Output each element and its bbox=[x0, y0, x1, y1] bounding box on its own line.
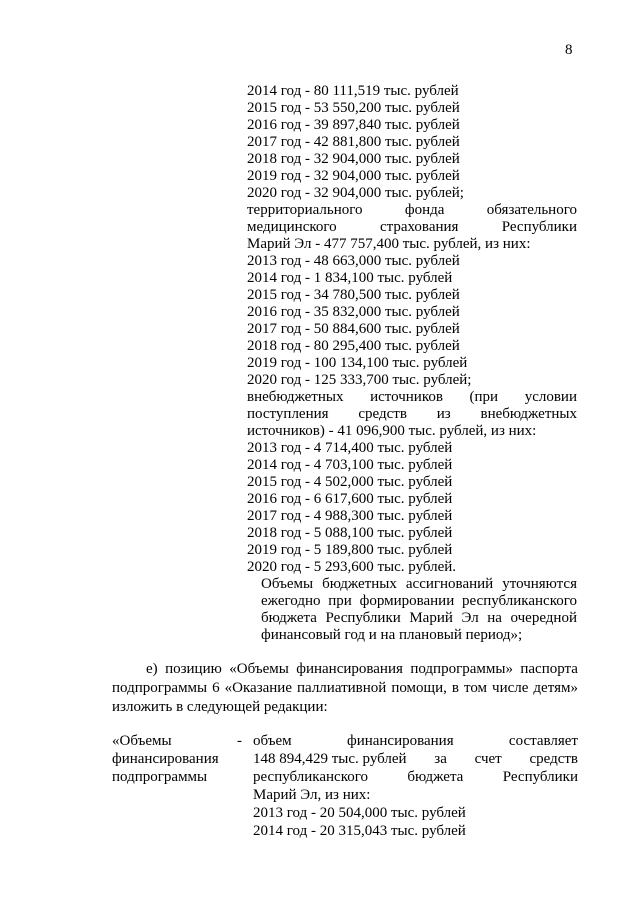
word: республиканского bbox=[253, 769, 368, 785]
section-e-line bbox=[112, 679, 578, 698]
allocation-note bbox=[247, 576, 577, 627]
page-number: 8 bbox=[565, 42, 573, 58]
word: условии bbox=[524, 389, 577, 405]
funding-year-line: 2018 год - 5 088,100 тыс. рублей bbox=[247, 525, 453, 541]
section-e-tail: изложить в следующей редакции: bbox=[112, 699, 328, 715]
word: паспорта bbox=[520, 661, 578, 677]
word: «Объемы bbox=[112, 733, 172, 749]
funding-year-line: 2015 год - 53 550,200 тыс. рублей bbox=[247, 100, 460, 116]
word: подпрограммы» bbox=[410, 661, 513, 677]
word: медицинского bbox=[247, 219, 337, 235]
word: Объемы bbox=[261, 576, 314, 592]
allocation-note-line bbox=[247, 593, 577, 610]
funding-year-line: 2020 год - 125 333,700 тыс. рублей; bbox=[247, 372, 472, 388]
word: 148 894,429 тыс. рублей bbox=[253, 751, 407, 767]
funding-year-line: 2014 год - 80 111,519 тыс. рублей bbox=[247, 83, 459, 99]
tfoms-heading-line-1 bbox=[247, 202, 577, 219]
section-e-lines bbox=[112, 660, 578, 698]
financing-value-line bbox=[253, 750, 578, 768]
financing-value-line: 2014 год - 20 315,043 тыс. рублей bbox=[253, 823, 466, 839]
word: фонда bbox=[404, 202, 445, 218]
funding-year-line: 2014 год - 4 703,100 тыс. рублей bbox=[247, 457, 453, 473]
word: ассигнований bbox=[405, 576, 494, 592]
funding-year-line: 2016 год - 6 617,600 тыс. рублей bbox=[247, 491, 453, 507]
financing-label-line bbox=[112, 732, 242, 750]
allocation-note-line bbox=[247, 610, 577, 627]
financing-label-column bbox=[112, 732, 242, 786]
financing-label-line bbox=[112, 750, 242, 768]
word: бюджета bbox=[407, 769, 464, 785]
word: внебюджетных bbox=[247, 389, 344, 405]
word: в bbox=[451, 680, 459, 696]
funding-year-line: 2018 год - 80 295,400 тыс. рублей bbox=[247, 338, 460, 354]
funding-year-line: 2017 год - 4 988,300 тыс. рублей bbox=[247, 508, 453, 524]
funding-year-line: 2017 год - 50 884,600 тыс. рублей bbox=[247, 321, 460, 337]
extrabudget-heading-line-2 bbox=[247, 406, 577, 423]
word: ежегодно bbox=[261, 593, 321, 609]
word: том bbox=[463, 680, 488, 696]
word: финансирования bbox=[346, 733, 454, 749]
word: счет bbox=[474, 751, 502, 767]
word: очередной bbox=[510, 610, 577, 626]
word: Марий bbox=[409, 610, 453, 626]
word: - bbox=[237, 733, 242, 749]
funding-year-line: 2016 год - 35 832,000 тыс. рублей bbox=[247, 304, 460, 320]
word: 6 bbox=[212, 680, 220, 696]
funding-block-tfoms bbox=[247, 253, 577, 389]
funding-year-line: 2020 год - 5 293,600 тыс. рублей. bbox=[247, 559, 457, 575]
funding-year-line: 2019 год - 32 904,000 тыс. рублей bbox=[247, 168, 460, 184]
word: позицию bbox=[165, 661, 222, 677]
word: за bbox=[434, 751, 447, 767]
financing-label-line bbox=[112, 768, 242, 786]
word: Республики bbox=[502, 769, 578, 785]
tfoms-heading-line-2 bbox=[247, 219, 577, 236]
funding-year-line: 2013 год - 4 714,400 тыс. рублей bbox=[247, 440, 453, 456]
funding-year-line: 2014 год - 1 834,100 тыс. рублей bbox=[247, 270, 453, 286]
word: паллиативной bbox=[297, 680, 387, 696]
word: средств bbox=[529, 751, 578, 767]
word: финансирования bbox=[112, 751, 219, 767]
word: финансирования bbox=[296, 661, 403, 677]
section-e-paragraph bbox=[112, 660, 578, 717]
word: на bbox=[487, 610, 502, 626]
funding-year-line: 2017 год - 42 881,800 тыс. рублей bbox=[247, 134, 460, 150]
extrabudget-heading-line-3: источников) - 41 096,900 тыс. рублей, из них: bbox=[247, 423, 537, 439]
word: бюджета bbox=[261, 610, 317, 626]
financing-value-tail bbox=[253, 786, 578, 840]
word: (при bbox=[469, 389, 499, 405]
word: Республики bbox=[325, 610, 401, 626]
funding-year-line: 2016 год - 39 897,840 тыс. рублей bbox=[247, 117, 460, 133]
word: республиканского bbox=[462, 593, 577, 609]
financing-value-line: Марий Эл, из них: bbox=[253, 787, 371, 803]
word: Эл bbox=[461, 610, 479, 626]
financing-column bbox=[247, 83, 577, 644]
word: обязательного bbox=[486, 202, 577, 218]
extrabudget-heading-line-1 bbox=[247, 389, 577, 406]
funding-year-line: 2020 год - 32 904,000 тыс. рублей; bbox=[247, 185, 464, 201]
funding-year-line: 2019 год - 5 189,800 тыс. рублей bbox=[247, 542, 453, 558]
word: составляет bbox=[508, 733, 578, 749]
word: внебюджетных bbox=[480, 406, 577, 422]
funding-year-line: 2015 год - 4 502,000 тыс. рублей bbox=[247, 474, 453, 490]
word: средств bbox=[358, 406, 407, 422]
allocation-note-tail: финансовый год и на плановый период»; bbox=[261, 627, 523, 643]
funding-year-line: 2015 год - 34 780,500 тыс. рублей bbox=[247, 287, 460, 303]
financing-value-lines bbox=[253, 732, 578, 786]
word: территориального bbox=[247, 202, 363, 218]
word: числе bbox=[492, 680, 529, 696]
word: помощи, bbox=[391, 680, 447, 696]
word: подпрограммы bbox=[112, 769, 208, 785]
word: источников bbox=[370, 389, 443, 405]
funding-block-republican bbox=[247, 83, 577, 202]
allocation-note-line bbox=[247, 576, 577, 593]
word: из bbox=[436, 406, 451, 422]
funding-year-line: 2018 год - 32 904,000 тыс. рублей bbox=[247, 151, 460, 167]
word: при bbox=[328, 593, 352, 609]
word: Республики bbox=[501, 219, 577, 235]
word: уточняются bbox=[502, 576, 577, 592]
word: формировании bbox=[359, 593, 455, 609]
financing-value-column bbox=[253, 732, 578, 840]
funding-year-line: 2013 год - 48 663,000 тыс. рублей bbox=[247, 253, 460, 269]
word: страхования bbox=[379, 219, 459, 235]
tfoms-heading-line-3: Марий Эл - 477 757,400 тыс. рублей, из них: bbox=[247, 236, 531, 252]
word: подпрограммы bbox=[112, 680, 208, 696]
word: объем bbox=[253, 733, 292, 749]
section-e-line bbox=[112, 660, 578, 679]
financing-value-line: 2013 год - 20 504,000 тыс. рублей bbox=[253, 805, 466, 821]
word: е) bbox=[146, 661, 158, 677]
word: поступления bbox=[247, 406, 329, 422]
word: бюджетных bbox=[322, 576, 397, 592]
financing-value-line bbox=[253, 768, 578, 786]
word: детям» bbox=[533, 680, 578, 696]
financing-value-line bbox=[253, 732, 578, 750]
funding-block-extrabudget bbox=[247, 440, 577, 576]
word: «Объемы bbox=[229, 661, 289, 677]
word: «Оказание bbox=[224, 680, 292, 696]
funding-year-line: 2019 год - 100 134,100 тыс. рублей bbox=[247, 355, 468, 371]
